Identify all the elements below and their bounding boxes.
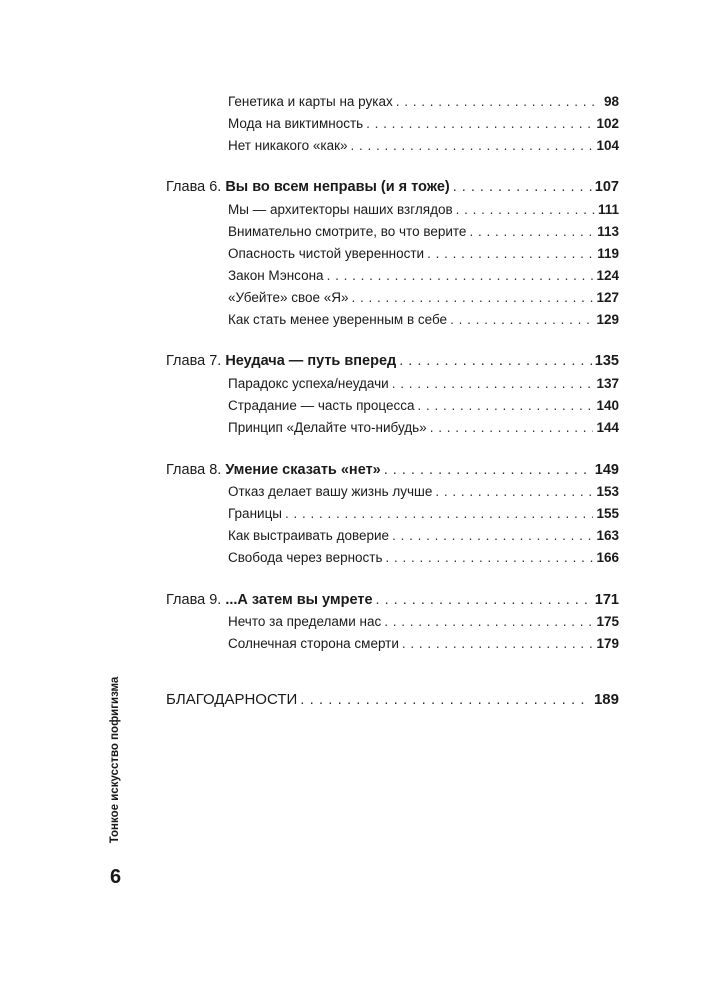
toc-entry-page: 144 xyxy=(596,420,619,435)
toc-entry xyxy=(228,113,619,135)
toc-entry-page: 113 xyxy=(597,224,619,239)
dot-leader xyxy=(450,309,593,331)
toc-entry-title: Страдание — часть процесса xyxy=(228,398,415,413)
toc-entry-page: 149 xyxy=(594,462,619,478)
book-title: Тонкое искусство пофигизма xyxy=(109,676,121,844)
chapter-number: Глава 9. xyxy=(166,592,222,608)
toc-entry xyxy=(228,611,619,633)
toc-entry-title: БЛАГОДАРНОСТИ xyxy=(166,691,298,708)
toc-entry-page: 137 xyxy=(596,376,619,391)
toc-entry-title: Принцип «Делайте что-нибудь» xyxy=(228,420,427,435)
chapter-title: ...А затем вы умрете xyxy=(225,592,373,608)
dot-leader xyxy=(386,547,594,569)
toc-entry-page: 155 xyxy=(596,506,619,521)
toc-entry-page: 111 xyxy=(597,202,619,217)
toc-entry-page: 98 xyxy=(603,94,619,109)
page-number: 6 xyxy=(110,866,122,888)
dot-leader xyxy=(366,113,593,135)
dot-leader xyxy=(435,481,593,503)
toc-entry-page: 135 xyxy=(594,353,619,369)
toc-entry-page: 127 xyxy=(596,290,619,305)
toc-entry-title: Как выстраивать доверие xyxy=(228,528,390,543)
toc-entry xyxy=(228,135,619,157)
toc-entry-title: Мода на виктимность xyxy=(228,116,364,131)
chapter-number: Глава 7. xyxy=(166,353,222,369)
dot-leader xyxy=(352,287,594,309)
toc-chapter xyxy=(166,176,619,198)
toc-entry-page: 102 xyxy=(596,116,619,131)
toc-entry-title: Свобода через верность xyxy=(228,550,383,565)
toc-chapter xyxy=(166,589,619,611)
toc-entry xyxy=(228,91,619,113)
dot-leader xyxy=(384,459,592,481)
chapter-title: Неудача — путь вперед xyxy=(225,353,397,369)
toc-entry-page: 124 xyxy=(596,268,619,283)
toc-entry-page: 166 xyxy=(596,550,619,565)
toc-entry xyxy=(228,373,619,395)
dot-leader xyxy=(418,395,594,417)
toc-entry-page: 163 xyxy=(596,528,619,543)
toc-entry xyxy=(228,417,619,439)
dot-leader xyxy=(376,589,592,611)
dot-leader xyxy=(469,221,594,243)
dot-leader xyxy=(399,350,592,372)
toc-entry xyxy=(228,287,619,309)
toc-entry-title: Опасность чистой уверенности xyxy=(228,246,425,261)
toc-entry xyxy=(228,265,619,287)
toc-entry-title: Закон Мэнсона xyxy=(228,268,324,283)
toc-entry xyxy=(228,525,619,547)
toc-entry-title: Внимательно смотрите, во что верите xyxy=(228,224,467,239)
toc-entry-title: Нечто за пределами нас xyxy=(228,614,382,629)
toc-entry-page: 179 xyxy=(596,636,619,651)
toc-entry-title: Границы xyxy=(228,506,282,521)
toc-entry-page: 140 xyxy=(596,398,619,413)
toc-chapter xyxy=(166,459,619,481)
toc-entry xyxy=(228,633,619,655)
chapter-number: Глава 6. xyxy=(166,179,222,195)
dot-leader xyxy=(285,503,593,525)
dot-leader xyxy=(396,91,601,113)
toc-entry xyxy=(228,547,619,569)
toc-chapter xyxy=(166,350,619,372)
dot-leader xyxy=(392,525,593,547)
toc-entry-page: 119 xyxy=(597,246,619,261)
toc-entry-title: Парадокс успеха/неудачи xyxy=(228,376,389,391)
toc-entry-page: 129 xyxy=(596,312,619,327)
toc-entry-title: Солнечная сторона смерти xyxy=(228,636,399,651)
dot-leader xyxy=(430,417,594,439)
dot-leader xyxy=(392,373,594,395)
toc-entry-title: Как стать менее уверенным в себе xyxy=(228,312,448,327)
chapter-title: Вы во всем неправы (и я тоже) xyxy=(225,179,450,195)
dot-leader xyxy=(384,611,593,633)
toc-entry xyxy=(228,395,619,417)
toc-entry-title: Отказ делает вашу жизнь лучше xyxy=(228,484,433,499)
toc-entry-title: Мы — архитекторы наших взглядов xyxy=(228,202,453,217)
toc-entry xyxy=(228,503,619,525)
toc-entry xyxy=(228,481,619,503)
toc-acknowledgements xyxy=(166,689,619,711)
dot-leader xyxy=(427,243,594,265)
toc-entry-page: 153 xyxy=(596,484,619,499)
toc-entry xyxy=(228,221,619,243)
dot-leader xyxy=(351,135,594,157)
toc-entry-page: 107 xyxy=(594,179,619,195)
dot-leader xyxy=(402,633,594,655)
toc-entry-page: 175 xyxy=(596,614,619,629)
toc-entry-title: «Убейте» свое «Я» xyxy=(228,290,349,305)
dot-leader xyxy=(327,265,594,287)
toc-entry-title: Генетика и карты на руках xyxy=(228,94,393,109)
toc-entry xyxy=(228,199,619,221)
toc-entry-title: Нет никакого «как» xyxy=(228,138,348,153)
toc-entry xyxy=(228,243,619,265)
chapter-title: Умение сказать «нет» xyxy=(225,462,381,478)
toc-entry-page: 104 xyxy=(596,138,619,153)
dot-leader xyxy=(300,689,591,711)
dot-leader xyxy=(453,176,592,198)
running-head xyxy=(104,676,126,844)
toc-entry xyxy=(228,309,619,331)
chapter-number: Глава 8. xyxy=(166,462,222,478)
toc-entry-page: 189 xyxy=(593,691,619,708)
dot-leader xyxy=(456,199,595,221)
toc-entry-page: 171 xyxy=(594,592,619,608)
